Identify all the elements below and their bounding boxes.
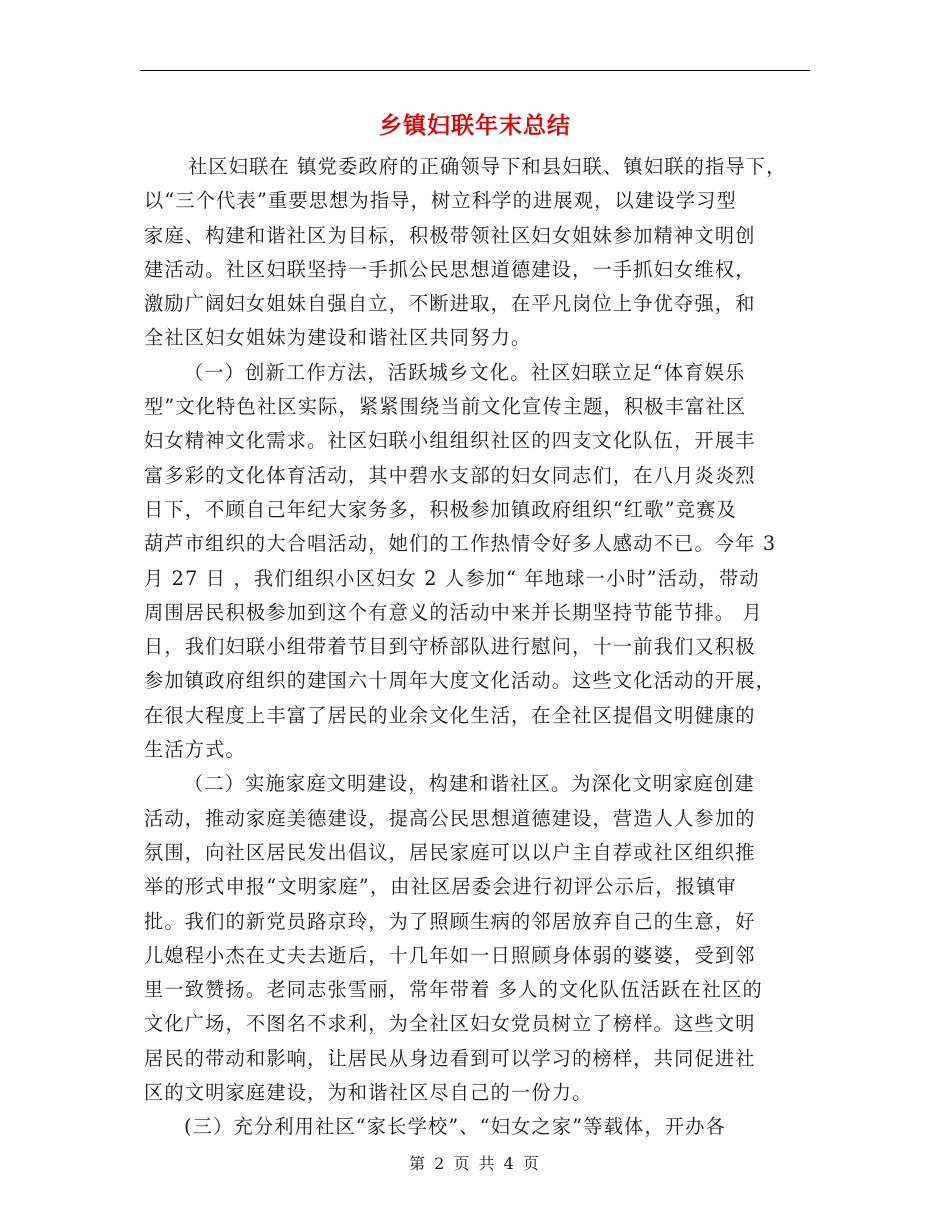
paragraph-line: 居民的带动和影响，让居民从身边看到可以学习的榜样，共同促进社 (144, 1046, 756, 1070)
paragraph-line: 活动，推动家庭美德建设，提高公民思想道德建设，营造人人参加的 (144, 806, 756, 830)
paragraph-line: 文化广场，不图名不求利，为全社区妇女党员树立了榜样。这些文明 (144, 1012, 756, 1036)
paragraph-line: 日下，不顾自己年纪大家务多，积极参加镇政府组织“红歌”竞赛及 (144, 497, 737, 521)
paragraph-line: 社区妇联在 镇党委政府的正确领导下和县妇联、镇妇联的指导下， (188, 155, 787, 178)
paragraph-line: 家庭、构建和谐社区为目标，积极带领社区妇女姐妹参加精神文明创 (144, 223, 756, 247)
header-rule (140, 70, 810, 71)
paragraph-line: 富多彩的文化体育活动，其中碧水支部的妇女同志们，在八月炎炎烈 (144, 463, 756, 487)
paragraph-line: 日，我们妇联小组带着节目到守桥部队进行慰问，十一前我们又积极 (144, 635, 756, 659)
paragraph-line: 激励广阔妇女姐妹自强自立，不断进取，在平凡岗位上争优夺强，和 (144, 292, 756, 316)
paragraph-line: (三）充分利用社区“家长学校”、“妇女之家”等载体，开办各 (184, 1115, 727, 1139)
paragraph-line: 举的形式申报“文明家庭”，由社区居委会进行初评公示后，报镇审 (144, 875, 737, 899)
paragraph-line: 以“三个代表”重要思想为指导，树立科学的进展观，以建设学习型 (144, 189, 737, 213)
paragraph-line: 批。我们的新党员路京玲，为了照顾生病的邻居放弃自己的生意，好 (144, 909, 756, 933)
paragraph-line: 氛围，向社区居民发出倡议，居民家庭可以以户主自荐或社区组织推 (144, 840, 756, 864)
paragraph-line: 参加镇政府组织的建国六十周年大度文化活动。这些文化活动的开展， (144, 669, 777, 693)
paragraph-line: 儿媳程小杰在丈夫去逝后，十几年如一日照顾身体弱的婆婆，受到邻 (144, 943, 756, 967)
paragraph-line: 月 27 日 ，我们组织小区妇女 2 人参加“ 年地球一小时”活动，带动 (144, 566, 760, 590)
paragraph-line: 生活方式。 (144, 738, 246, 762)
paragraph-line: 妇女精神文化需求。社区妇联小组组织社区的四支文化队伍，开展丰 (144, 429, 756, 453)
document-body (144, 150, 814, 1145)
paragraph-line: （二）实施家庭文明建设，构建和谐社区。为深化文明家庭创建 (184, 772, 755, 796)
paragraph-line: 里一致赞扬。老同志张雪丽，常年带着 多人的文化队伍活跃在社区的 (144, 978, 763, 1002)
paragraph-line: 周围居民积极参加到这个有意义的活动中来并长期坚持节能节排。 月 (144, 600, 763, 624)
page-number: 第 2 页 共 4 页 (409, 1154, 541, 1173)
paragraph-line: 葫芦市组织的大合唱活动，她们的工作热情令好多人感动不已。今年 3 (144, 532, 777, 556)
paragraph-line: 区的文明家庭建设，为和谐社区尽自己的一份力。 (144, 1081, 593, 1105)
paragraph-line: 建活动。社区妇联坚持一手抓公民思想道德建设，一手抓妇女维权， (144, 257, 756, 281)
document-title: 乡镇妇联年末总结 (379, 112, 571, 139)
paragraph-line: （一）创新工作方法，活跃城乡文化。社区妇联立足“体育娱乐 (184, 360, 746, 384)
paragraph-line: 在很大程度上丰富了居民的业余文化生活，在全社区提倡文明健康的 (144, 703, 756, 727)
paragraph-line: 全社区妇女姐妹为建设和谐社区共同努力。 (144, 326, 532, 350)
paragraph-line: 型”文化特色社区实际，紧紧围绕当前文化宣传主题，积极丰富社区 (144, 395, 747, 419)
